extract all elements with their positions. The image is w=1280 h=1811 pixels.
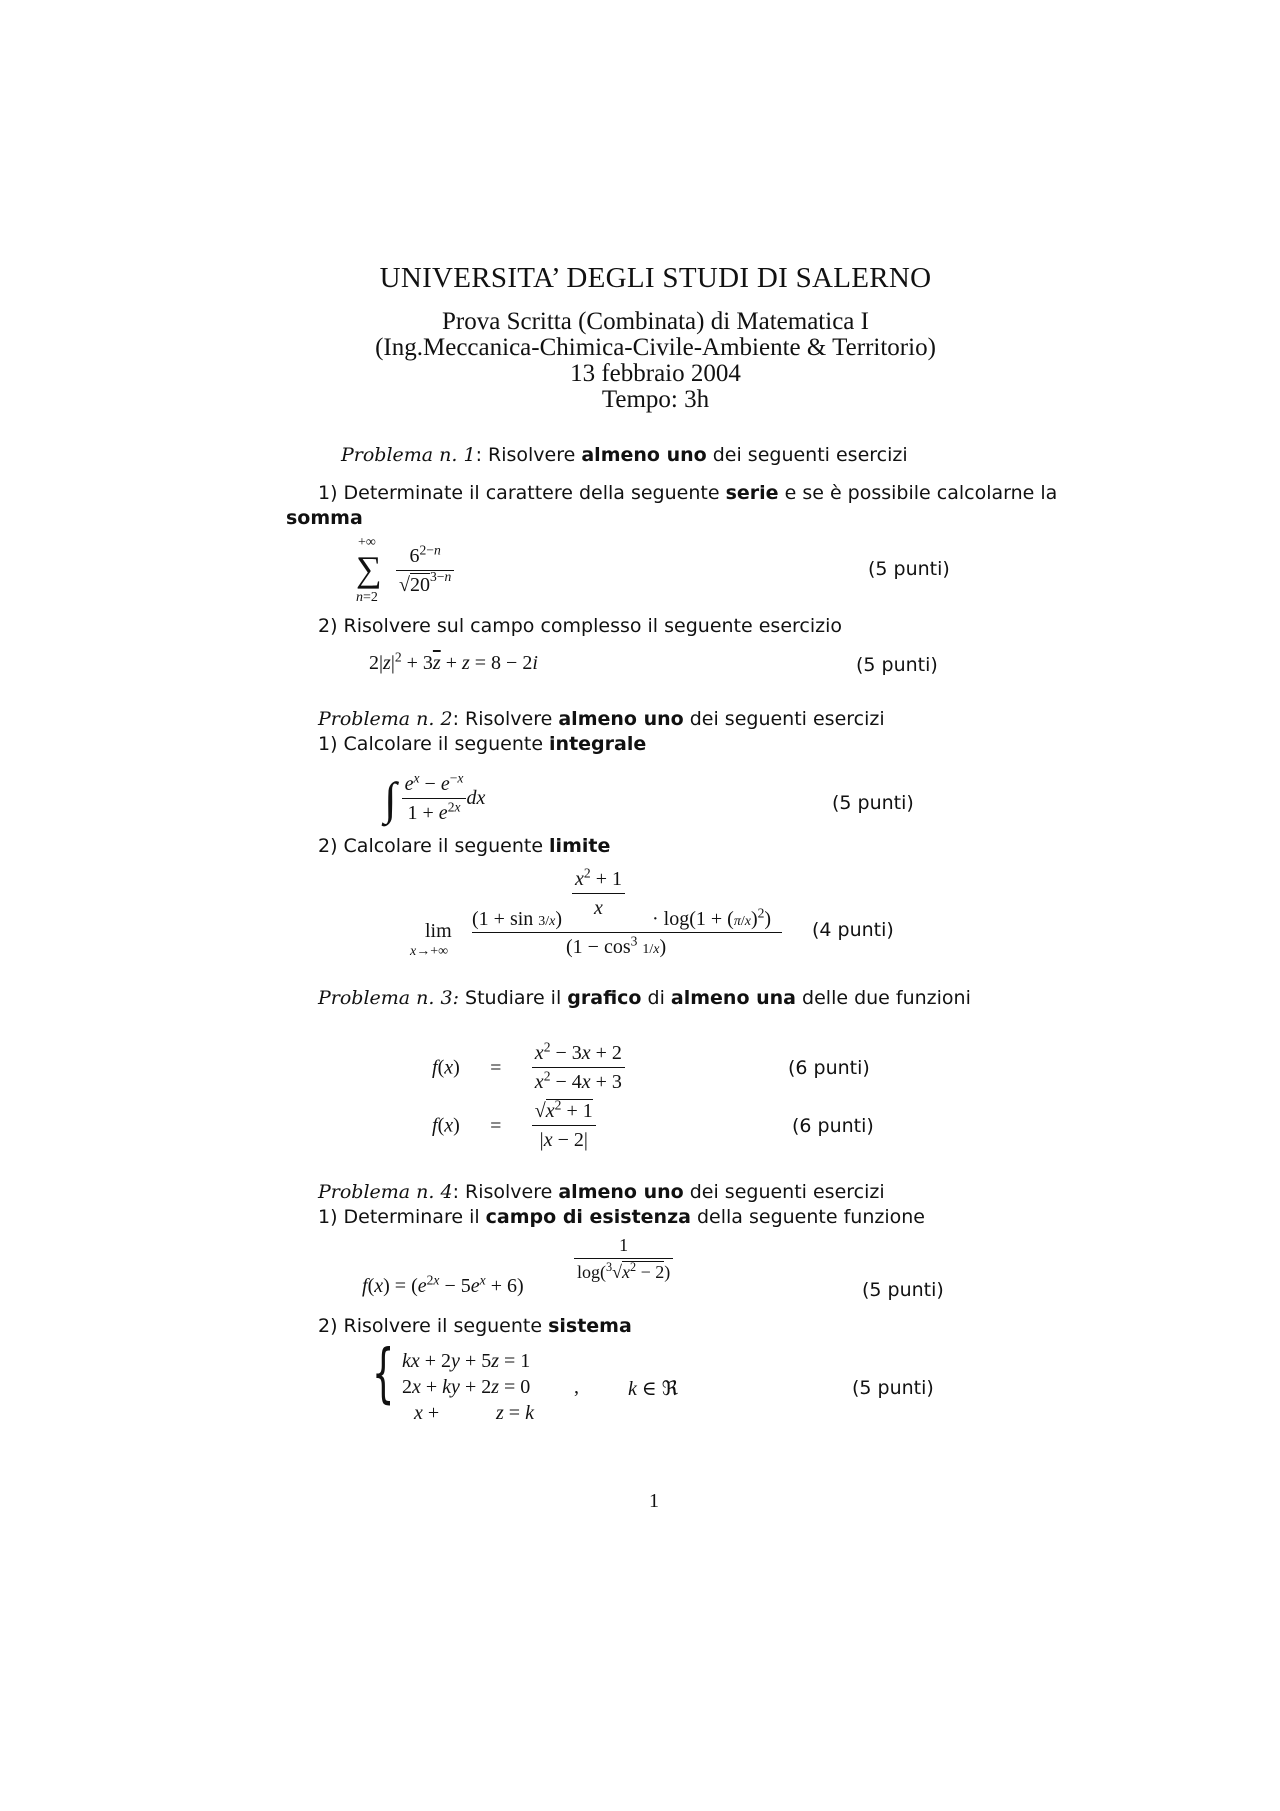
problem-1-exercise-1-text: 1) Determinate il carattere della seguente serie e se è possibile calcolarne la xyxy=(318,482,1058,504)
function-2: f(x) = $\frac{√x^2 + 1}{|x - 2|}$ xyxy=(432,1100,596,1152)
problem-2-intro: Problema n. 2: Risolvere almeno uno dei seguenti esercizi xyxy=(318,708,885,730)
problem-4-exercise-2-text: 2) Risolvere il seguente sistema xyxy=(318,1315,632,1337)
function-1-points: (6 punti) xyxy=(788,1057,870,1079)
function-2-points: (6 punti) xyxy=(792,1115,874,1137)
problem-4-intro: Problema n. 4: Risolvere almeno uno dei seguenti esercizi xyxy=(318,1181,885,1203)
page-number: 1 xyxy=(649,1490,659,1512)
integral-formula: ∫ $\frac{e^x - e^{-x}}{1 + e^{2x}}$ dx xyxy=(384,769,486,824)
problem-4-exercise-1-points: (5 punti) xyxy=(862,1279,944,1301)
problem-1-exercise-2-points: (5 punti) xyxy=(856,654,938,676)
limit-formula: lim x→+∞ $\frac{x^2 + 1}{x}$ (1 + sin 3/x) · $\log(1 + (\pi/x)^2)$ $(1 - \cos^3 1/x)$ xyxy=(410,868,790,968)
exam-title: Prova Scritta (Combinata) di Matematica I xyxy=(442,308,869,335)
problem-2-exercise-1-points: (5 punti) xyxy=(832,792,914,814)
problem-2-exercise-2-text: 2) Calcolare il seguente limite xyxy=(318,835,611,857)
exam-time: Tempo: 3h xyxy=(601,386,710,413)
problem-4-exercise-2-points: (5 punti) xyxy=(852,1377,934,1399)
university-title: UNIVERSITA’ DEGLI STUDI DI SALERNO xyxy=(379,262,932,294)
exam-programs: (Ing.Meccanica-Chimica-Civile-Ambiente & Territorio) xyxy=(375,334,936,361)
problem-2-exercise-2-points: (4 punti) xyxy=(812,919,894,941)
series-formula: +∞ ∑ n=2 $\frac{6^{2-n}}{√20^{3-n}}$ xyxy=(354,535,484,607)
complex-equation: $2|z|^2 + 3\overline{z} + z = 8 - 2i$ xyxy=(369,649,538,674)
problem-3-intro: Problema n. 3: Studiare il grafico di almeno una delle due funzioni xyxy=(318,987,971,1009)
problem-2-exercise-1-text: 1) Calcolare il seguente integrale xyxy=(318,733,647,755)
exam-date: 13 febbraio 2004 xyxy=(570,360,741,387)
domain-function: $f(x) = (e^{2x} - 5e^x + 6)$ $\frac{1}{\log(^3√x^2 - 2)}$ xyxy=(362,1235,702,1305)
problem-1-exercise-1-points: (5 punti) xyxy=(868,558,950,580)
function-1: f(x) = $\frac{x^2 - 3x + 2}{x^2 - 4x + 3}$ xyxy=(432,1042,625,1094)
linear-system: { kx + 2y + 5z = 1 2x + ky + 2z = 0 x + z = k , k ∈ ℜ xyxy=(372,1337,678,1424)
problem-1-exercise-1-text-cont: somma xyxy=(286,507,363,529)
problem-1-intro: Problema n. 1: Risolvere almeno uno dei seguenti esercizi xyxy=(341,444,908,466)
problem-1-exercise-2-text: 2) Risolvere sul campo complesso il seguente esercizio xyxy=(318,615,843,637)
problem-4-exercise-1-text: 1) Determinare il campo di esistenza della seguente funzione xyxy=(318,1206,925,1228)
